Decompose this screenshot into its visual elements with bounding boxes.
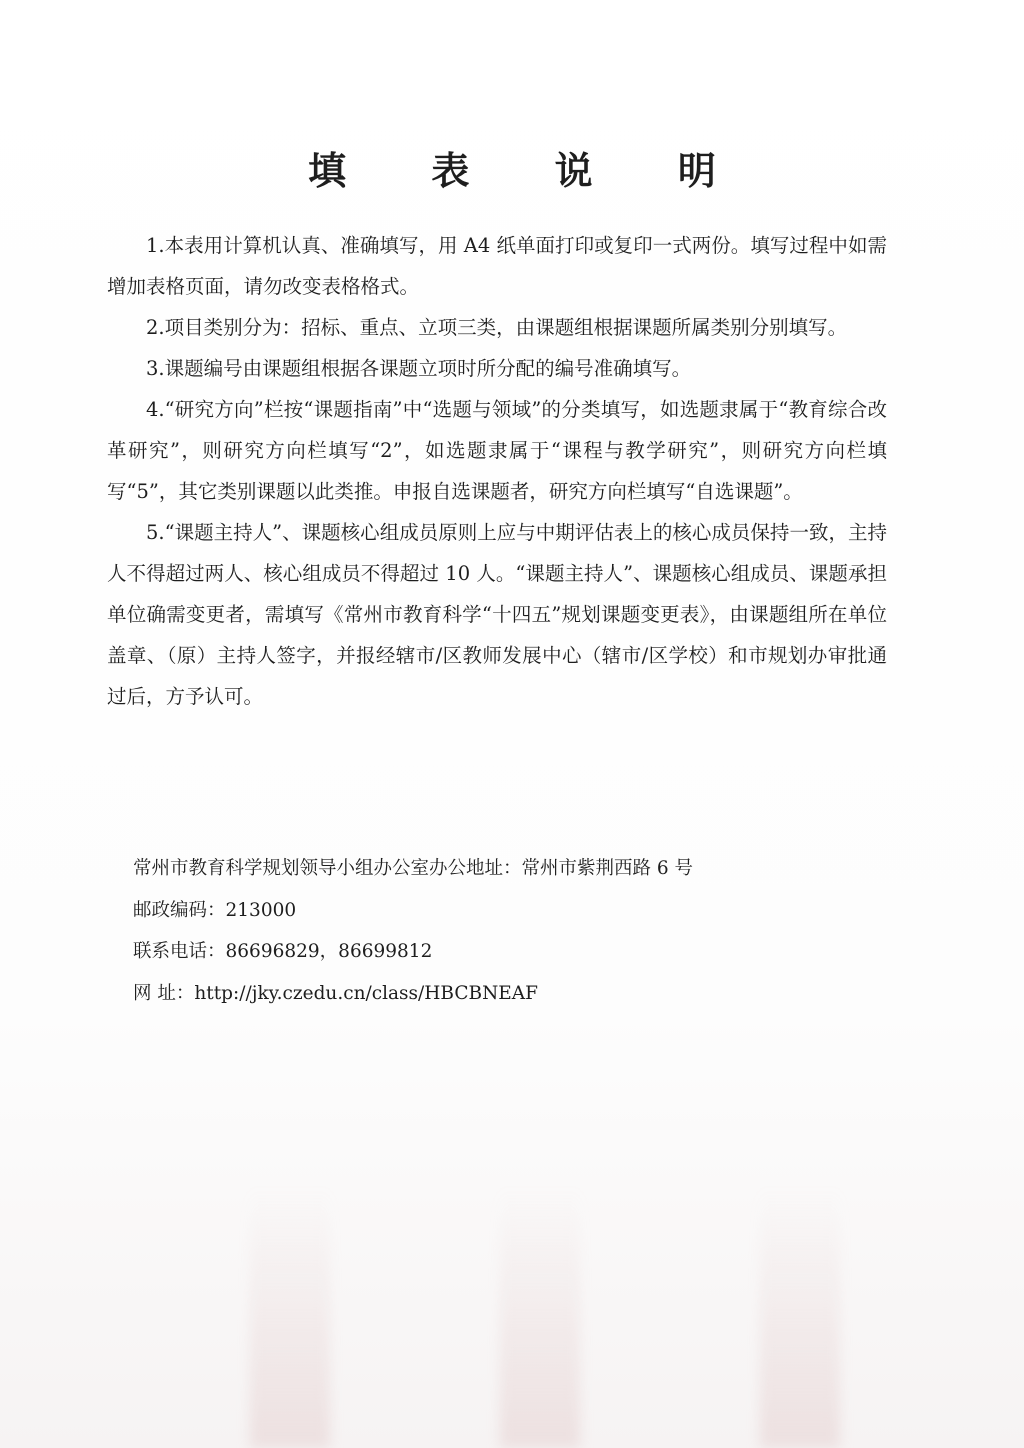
postcode-row <box>133 890 893 932</box>
instruction-item-4: 4.“研究方向”栏按“课题指南”中“选题与领域”的分类填写，如选题隶属于“教育综合改革研究”，则研究方向栏填写“2”，如选题隶属于“课程与教学研究”，则研究方向栏填写“5”，其它类别课题以此类推。申报自选课题者，研究方向栏填写“自选课题”。 <box>107 398 887 503</box>
instruction-item-1: 1.本表用计算机认真、准确填写，用 A4 纸单面打印或复印一式两份。填写过程中如需增加表格页面，请勿改变表格格式。 <box>107 234 887 298</box>
website-label: 网 址： <box>133 982 195 1004</box>
phone-label: 联系电话： <box>133 941 226 962</box>
scan-stain <box>250 1188 330 1448</box>
address-row <box>133 848 893 890</box>
phone-value: 86696829，86699812 <box>225 941 433 962</box>
scan-stain <box>760 1188 840 1448</box>
address-label: 常州市教育科学规划领导小组办公室办公地址： <box>133 858 522 879</box>
phone-row <box>133 931 893 973</box>
instruction-item-2: 2.项目类别分为：招标、重点、立项三类，由课题组根据课题所属类别分别填写。 <box>146 316 848 339</box>
scan-stain <box>500 1188 580 1448</box>
page-title: 填 表 说 明 <box>308 148 752 193</box>
postcode-value: 213000 <box>225 899 297 921</box>
instructions-list <box>107 225 887 717</box>
website-row <box>133 973 893 1015</box>
contact-info <box>133 848 893 1014</box>
website-url[interactable]: http://jky.czedu.cn/class/HBCBNEAF <box>194 982 538 1004</box>
address-value: 常州市紫荆西路 6 号 <box>521 858 694 879</box>
instruction-item-5: 5.“课题主持人”、课题核心组成员原则上应与中期评估表上的核心成员保持一致，主持人不得超过两人、核心组成员不得超过 10 人。“课题主持人”、课题核心组成员、课题承担单位确需变更者，需填写《常州市教育科学“十四五”规划课题变更表》，由课题组所在单位盖章、（原）主持人签字，并报经辖市/区教师发展中心（辖市/区学校）和市规划办审批通过后，方予认可。 <box>107 521 887 708</box>
postcode-label: 邮政编码： <box>133 899 226 921</box>
instruction-item-3: 3.课题编号由课题组根据各课题立项时所分配的编号准确填写。 <box>146 357 692 380</box>
